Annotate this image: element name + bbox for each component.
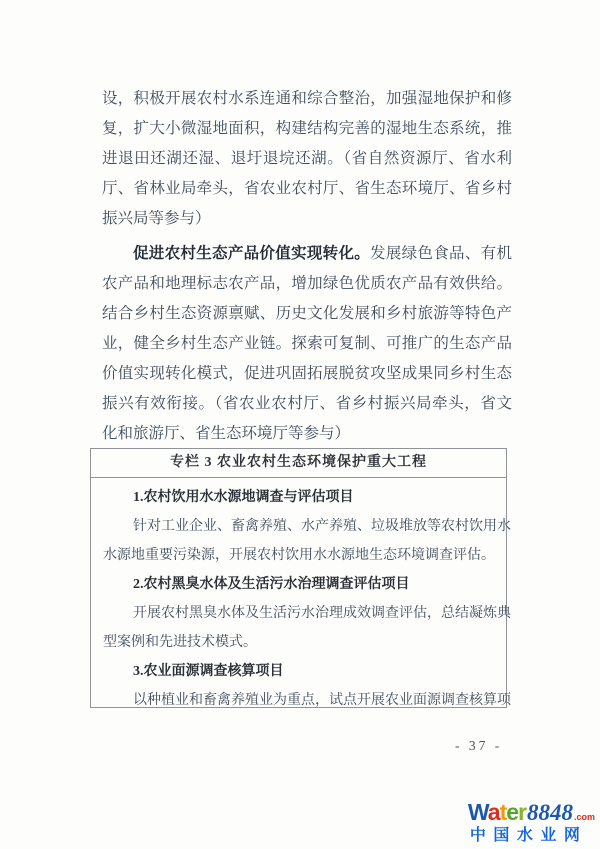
box-item-line: 以种植业和畜禽养殖业为重点，试点开展农业面源调查核算项: [133, 693, 511, 708]
paragraph-1: [102, 84, 512, 234]
box-item-line: 开展农村黑臭水体及生活污水治理成效调查评估，总结凝炼典: [133, 606, 511, 621]
paragraph-line: 价值实现转化模式，促进巩固拓展脱贫攻坚成果同乡村生态: [102, 365, 512, 382]
watermark-brand: [468, 801, 595, 824]
box-item-heading: 3.农业面源调查核算项目: [133, 664, 284, 679]
paragraph-line: 进退田还湖还湿、退圩退垸还湖。（省自然资源厅、省水利: [102, 150, 512, 167]
paragraph-line: 厅、省林业局牵头，省农业农村厅、省生态环境厅、省乡村: [102, 180, 512, 197]
paragraph-line: 农产品和地理标志农产品，增加绿色优质农产品有效供给。: [102, 275, 512, 292]
watermark-letter: t: [499, 799, 507, 825]
paragraph-line: 化和旅游厅、省生态环境厅等参与）: [102, 425, 351, 442]
special-column-title: 专栏 3 农业农村生态环境保护重大工程: [91, 449, 506, 478]
paragraph-lead-rest: 发展绿色食品、有机: [370, 245, 512, 262]
paragraph-line: 设，积极开展农村水系连通和综合整治，加强湿地保护和修: [102, 90, 512, 107]
box-item-heading: 1.农村饮用水水源地调查与评估项目: [133, 490, 354, 505]
page-number: - 37 -: [455, 738, 503, 753]
watermark-letter: a: [487, 799, 500, 825]
watermark-letter: r: [518, 799, 526, 825]
watermark-chinese-name: 中国水业网: [469, 827, 588, 844]
paragraph-line: 振兴局等参与）: [102, 210, 211, 227]
paragraph-line: 结合乡村生态资源禀赋、历史文化发展和乡村旅游等特色产: [102, 305, 512, 322]
special-column-box: [90, 448, 511, 708]
box-item-line: 针对工业企业、畜禽养殖、水产养殖、垃圾堆放等农村饮用水: [133, 519, 511, 534]
paragraph-line: 业，健全乡村生态产业链。探索可复制、可推广的生态产品: [102, 335, 512, 352]
watermark-tld: .com: [573, 812, 595, 822]
paragraph-line: 振兴有效衔接。（省农业农村厅、省乡村振兴局牵头，省文: [102, 395, 512, 412]
watermark-letter: e: [506, 799, 519, 825]
watermark-logo: [468, 801, 595, 844]
box-item-line: 型案例和先进技术模式。: [103, 635, 257, 650]
box-item-line: 水源地重要污染源，开展农村饮用水水源地生态环境调查评估。: [103, 548, 495, 563]
box-item-heading: 2.农村黑臭水体及生活污水治理调查评估项目: [133, 577, 410, 592]
paragraph-lead-bold: 促进农村生态产品价值实现转化。: [133, 245, 371, 262]
watermark-letter: W: [467, 799, 488, 825]
paragraph-2: [102, 239, 512, 449]
watermark-number: 8848: [526, 800, 573, 825]
special-column-body: [91, 478, 511, 715]
watermark-word: [468, 801, 526, 824]
paragraph-line: 复，扩大小微湿地面积，构建结构完善的湿地生态系统，推: [102, 120, 512, 137]
paragraph-line: [102, 239, 512, 269]
